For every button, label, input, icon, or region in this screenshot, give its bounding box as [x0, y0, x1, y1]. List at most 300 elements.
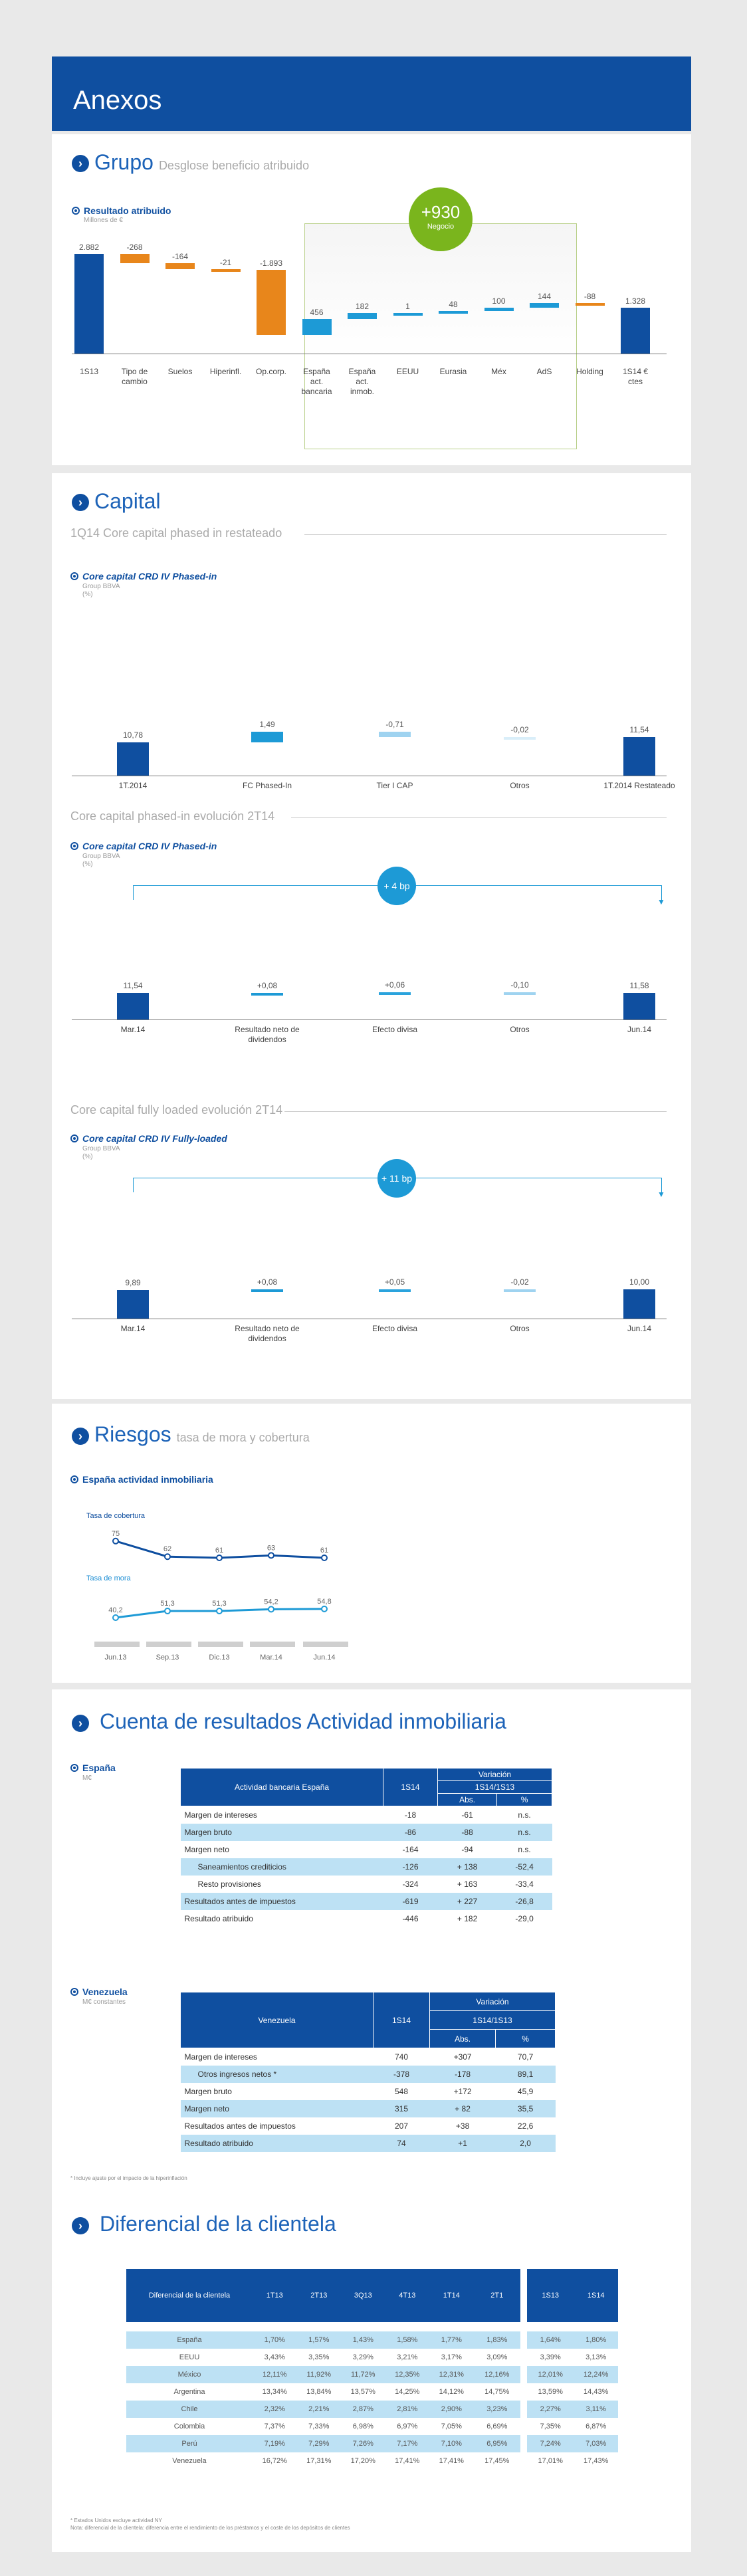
cell-value: 6,69% [474, 2418, 524, 2435]
chevron-right-icon: › [72, 1428, 89, 1445]
cell-value: 2,81% [385, 2401, 430, 2418]
table-header-period: 1T14 [429, 2269, 474, 2322]
row-label: Resultados antes de impuestos [181, 1893, 383, 1910]
cell-value: 1,83% [474, 2331, 524, 2349]
category-label-8: Eurasia [439, 367, 467, 376]
s2-value-2: +0,06 [384, 980, 405, 990]
cell-value: 12,35% [385, 2366, 430, 2383]
row-label: EEUU [179, 2353, 200, 2361]
capital-title: Capital [94, 489, 161, 513]
cell-value: -88 [438, 1824, 497, 1841]
header-banner [52, 56, 691, 131]
grupo-waterfall-chart [72, 234, 670, 447]
diferencial-title: Diferencial de la clientela [100, 2212, 336, 2236]
category-label-0: 1S13 [79, 367, 99, 376]
s1-bar-4 [623, 737, 655, 776]
page-title: Anexos [73, 86, 162, 115]
s2-bar-0 [117, 993, 149, 1020]
cell-value: 2,32% [253, 2401, 297, 2418]
cell-value: + 82 [430, 2100, 496, 2117]
bar-7 [393, 313, 423, 316]
espana-unit: M€ [82, 1774, 92, 1782]
bar-6 [348, 313, 377, 319]
cell-value: 2,87% [341, 2401, 385, 2418]
cell-value: 22,6 [517, 2121, 534, 2131]
series-0-point-4 [322, 1555, 327, 1560]
cell-value: 3,35% [308, 2353, 330, 2361]
category-label-12: 1S14 € ctes [622, 367, 649, 386]
category-label-1: Tipo de cambio [121, 367, 148, 386]
cell-value: 1,64% [524, 2331, 574, 2349]
cell-value: 740 [394, 2052, 409, 2062]
cell-value: 6,87% [586, 2422, 607, 2430]
capital-s3-unit: Group BBVA (%) [82, 1145, 120, 1160]
table-row [181, 1806, 552, 1824]
capital-s2-unit: Group BBVA (%) [82, 853, 120, 868]
value-label-0: 2.882 [78, 243, 100, 253]
row-label: Margen de intereses [184, 2052, 257, 2062]
series-1-value-2: 51,3 [212, 1600, 227, 1608]
s2-value-1: +0,08 [257, 980, 278, 990]
bar-2 [165, 263, 195, 269]
cuenta-card [52, 1689, 691, 2552]
cell-value: 12,01% [524, 2366, 574, 2383]
table-header-period: 1T13 [253, 2269, 297, 2322]
diferencial-table [126, 2269, 618, 2470]
value-label-8: 48 [449, 300, 458, 310]
cell-value: 74 [374, 2135, 430, 2152]
espana-label: España [70, 1763, 116, 1773]
value-label-7: 1 [405, 301, 410, 311]
table-header-period: 1S14 [574, 2269, 618, 2322]
s3-value-3: -0,02 [510, 1277, 529, 1287]
cell-value: -18 [404, 1810, 417, 1820]
s1-bar-2 [379, 732, 411, 736]
table-header-period: 2T1 [474, 2269, 524, 2322]
grupo-title: Grupo Desglose beneficio atribuido [94, 150, 310, 174]
cell-value: 3,13% [586, 2353, 607, 2361]
cell-value: -619 [383, 1893, 438, 1910]
capital-s1-chart [72, 626, 675, 790]
cell-value: 14,25% [395, 2388, 420, 2396]
cell-value: 17,41% [395, 2457, 420, 2465]
cell-value: 13,59% [538, 2388, 563, 2396]
bar-4 [257, 270, 286, 335]
value-label-5: 456 [310, 308, 324, 318]
row-label: Colombia [173, 2422, 205, 2430]
cell-value: -446 [402, 1913, 419, 1923]
s1-value-3: -0,02 [510, 724, 529, 734]
series-1-value-3: 54,2 [264, 1598, 278, 1606]
cell-value: 17,43% [584, 2457, 609, 2465]
row-label: España [126, 2331, 253, 2349]
cell-value: 7,05% [441, 2422, 462, 2430]
s1-value-1: 1,49 [259, 720, 275, 730]
bar-8 [439, 311, 468, 314]
series-0-point-2 [217, 1555, 222, 1560]
row-label: Resultados antes de impuestos [184, 2121, 296, 2131]
table-row [181, 1910, 552, 1927]
cell-value: 16,72% [262, 2457, 287, 2465]
cell-value: + 138 [438, 1858, 497, 1876]
s2-category-4: Jun.14 [627, 1025, 652, 1034]
cell-value: 6,97% [397, 2422, 418, 2430]
s3-category-4: Jun.14 [627, 1324, 652, 1333]
cell-value: 70,7 [517, 2052, 534, 2062]
category-band-1 [146, 1642, 191, 1647]
cell-value: -33,4 [515, 1879, 534, 1889]
cell-value: -52,4 [497, 1858, 552, 1876]
row-label: Margen bruto [184, 2086, 232, 2096]
cell-value: n.s. [518, 1844, 531, 1854]
cobertura-label: Tasa de cobertura [86, 1512, 146, 1520]
value-label-3: -21 [219, 257, 232, 267]
cell-value: -378 [374, 2066, 430, 2083]
s3-bar-3 [504, 1289, 536, 1292]
s1-bar-1 [251, 732, 283, 742]
cell-value: 14,75% [474, 2383, 524, 2401]
series-0-value-1: 62 [163, 1545, 172, 1554]
s3-category-1: Resultado neto de dividendos [235, 1324, 300, 1343]
cell-value: 1,58% [385, 2331, 430, 2349]
capital-s1-subtitle: 1Q14 Core capital phased in restateado [70, 526, 282, 540]
s1-category-4: 1T.2014 Restateado [603, 781, 675, 790]
s3-bracket-left [133, 1178, 134, 1192]
table-header-period: 1S13 [524, 2269, 574, 2322]
bar-5 [302, 319, 332, 335]
s3-bar-1 [251, 1289, 283, 1292]
cell-value: 17,20% [350, 2457, 375, 2465]
cell-value: 3,29% [352, 2353, 374, 2361]
s3-arrow-down-icon: ▼ [657, 1190, 665, 1199]
cell-value: 7,26% [341, 2435, 385, 2452]
row-label: Margen bruto [181, 1824, 383, 1841]
venezuela-unit: M€ constantes [82, 1998, 126, 2006]
cell-value: -61 [461, 1810, 473, 1820]
s2-value-0: 11,54 [123, 981, 143, 991]
category-band-0 [94, 1642, 140, 1647]
s3-value-1: +0,08 [257, 1277, 278, 1287]
cell-value: +38 [455, 2121, 470, 2131]
category-label-0: Jun.13 [104, 1654, 127, 1662]
cell-value: 17,41% [439, 2457, 464, 2465]
value-label-4: -1.893 [259, 258, 283, 268]
chevron-right-icon: › [72, 155, 89, 172]
mora-label: Tasa de mora [86, 1574, 131, 1582]
cell-value: 3,39% [540, 2353, 561, 2361]
series-1-value-1: 51,3 [160, 1600, 175, 1608]
series-0-value-0: 75 [111, 1529, 120, 1538]
category-label-11: Holding [576, 367, 603, 376]
table-header-period: 2T13 [297, 2269, 342, 2322]
series-1-point-2 [217, 1608, 222, 1614]
category-band-3 [250, 1642, 295, 1647]
grupo-chart-unit: Millones de € [84, 217, 123, 224]
capital-s2-chart-title: Core capital CRD IV Phased-in [70, 841, 217, 851]
cell-value: 7,33% [308, 2422, 330, 2430]
cell-value: 7,35% [540, 2422, 561, 2430]
series-0-value-2: 61 [215, 1547, 224, 1555]
cell-value: 2,21% [297, 2401, 342, 2418]
cell-value: + 227 [438, 1893, 497, 1910]
cell-value: 3,23% [474, 2401, 524, 2418]
table-row [181, 1824, 552, 1841]
s2-bracket-left [133, 885, 134, 900]
category-band-4 [303, 1642, 348, 1647]
series-1-point-1 [165, 1608, 170, 1614]
table-row [181, 1876, 552, 1893]
riesgos-card [52, 1404, 691, 1683]
table-row [126, 2452, 618, 2470]
cell-value: n.s. [497, 1824, 552, 1841]
bar-0 [74, 254, 104, 354]
cell-value: 14,43% [584, 2388, 609, 2396]
s1-value-4: 11,54 [629, 724, 649, 734]
cell-value: 17,31% [306, 2457, 332, 2465]
series-0-point-0 [113, 1539, 118, 1544]
s1-value-2: -0,71 [385, 720, 404, 730]
s2-value-4: 11,58 [629, 981, 649, 991]
cell-value: -164 [402, 1844, 419, 1854]
grupo-card [52, 134, 691, 465]
venezuela-label: Venezuela [70, 1986, 128, 1997]
row-label: Resultado atribuido [184, 1913, 253, 1923]
capital-s3-chart [72, 1158, 670, 1364]
s2-bar-3 [504, 992, 536, 995]
series-1-value-0: 40,2 [108, 1606, 123, 1614]
cell-value: 7,37% [264, 2422, 285, 2430]
cell-value: 11,72% [341, 2366, 385, 2383]
cell-value: 13,57% [350, 2388, 375, 2396]
cell-value: 12,16% [474, 2366, 524, 2383]
category-label-2: Suelos [167, 367, 193, 376]
table-row [181, 2048, 556, 2066]
row-label: Margen de intereses [184, 1810, 257, 1820]
espana-table: Actividad bancaria España 1S14 Variación 1S14/1S13 Abs. % Margen de intereses -18 -61 n.s. Margen bruto -86 -88 n.s. Margen neto -164 -94 n.s. Saneamientos crediticios -126 + 138 -52,4 Resto provisiones -324 + 163 -33,4 Resultados antes de impuestos -619 + 227 -26,8 Resultado atribuido -446 + 182 -29,0 [180, 1768, 552, 1927]
venezuela-footnote: * Incluye ajuste por el impacto de la hiperinflación [70, 2175, 187, 2181]
s3-bar-2 [379, 1289, 411, 1292]
cell-value: 7,03% [574, 2435, 618, 2452]
cell-value: 17,01% [538, 2457, 563, 2465]
cell-value: 12,31% [429, 2366, 474, 2383]
row-label: Resultado atribuido [181, 2135, 374, 2152]
cell-value: 12,11% [253, 2366, 297, 2383]
cell-value: 12,24% [574, 2366, 618, 2383]
cell-value: 1,43% [341, 2331, 385, 2349]
table-header-period: 4T13 [385, 2269, 430, 2322]
category-label-3: Hiperinfl. [209, 367, 242, 376]
cell-value: 315 [374, 2100, 430, 2117]
cell-value: n.s. [518, 1810, 531, 1820]
grupo-chart-title: Resultado atribuido [72, 205, 171, 216]
category-label-6: España act. inmob. [348, 367, 376, 396]
table-row [181, 1841, 552, 1858]
cell-value: 3,17% [441, 2353, 462, 2361]
cell-value: +307 [453, 2052, 472, 2062]
cell-value: -126 [383, 1858, 438, 1876]
table-row [181, 2117, 556, 2135]
cell-value: 7,10% [429, 2435, 474, 2452]
table-row [126, 2349, 618, 2366]
s1-value-0: 10,78 [122, 730, 144, 740]
value-label-9: 100 [492, 296, 506, 306]
s2-bubble: + 4 bp [377, 867, 416, 905]
cell-value: + 182 [457, 1913, 478, 1923]
s2-arrow-down-icon: ▼ [657, 897, 665, 907]
value-label-2: -164 [171, 252, 189, 262]
s1-bar-3 [504, 737, 536, 740]
table-row [126, 2435, 618, 2452]
s3-bar-4 [623, 1289, 655, 1319]
cell-value: 17,45% [474, 2452, 524, 2470]
cell-value: 548 [394, 2086, 409, 2096]
s3-value-0: 9,89 [125, 1277, 141, 1287]
table-row [181, 2083, 556, 2100]
series-0-value-3: 63 [267, 1544, 276, 1553]
cell-value: 89,1 [496, 2066, 556, 2083]
cell-value: 2,90% [429, 2401, 474, 2418]
cell-value: 1,57% [297, 2331, 342, 2349]
cell-value: 1,77% [429, 2331, 474, 2349]
cell-value: 11,92% [297, 2366, 342, 2383]
capital-s2-chart [72, 865, 670, 1065]
s1-category-1: FC Phased-In [242, 781, 292, 790]
category-label-9: Méx [491, 367, 506, 376]
capital-s2-subtitle: Core capital phased-in evolución 2T14 [70, 809, 275, 823]
s1-category-3: Otros [510, 781, 530, 790]
cell-value: 6,95% [474, 2435, 524, 2452]
s2-bar-1 [251, 993, 283, 996]
cell-value: 7,24% [524, 2435, 574, 2452]
cell-value: 13,84% [306, 2388, 332, 2396]
series-1-value-4: 54,8 [317, 1597, 332, 1606]
series-1-point-3 [268, 1606, 274, 1612]
riesgos-line-chart [52, 1404, 691, 1683]
row-label: México [126, 2366, 253, 2383]
s2-category-2: Efecto divisa [372, 1025, 418, 1034]
capital-s1-chart-title: Core capital CRD IV Phased-in [70, 571, 217, 582]
s2-bar-2 [379, 992, 411, 995]
cell-value: 7,19% [253, 2435, 297, 2452]
category-label-4: Op.corp. [255, 367, 287, 376]
row-label: Otros ingresos netos * [181, 2066, 374, 2083]
s3-category-3: Otros [510, 1324, 530, 1333]
cell-value: 3,09% [474, 2349, 524, 2366]
s2-category-0: Mar.14 [120, 1025, 146, 1034]
table-row [126, 2331, 618, 2349]
row-label: Resto provisiones [197, 1879, 261, 1889]
cell-value: +172 [453, 2086, 472, 2096]
diferencial-footnote-1: * Estados Unidos excluye actividad NY [70, 2518, 162, 2523]
table-row [181, 2066, 556, 2083]
cell-value: 1,70% [253, 2331, 297, 2349]
capital-s1-unit: Group BBVA (%) [82, 583, 120, 598]
table-row [126, 2401, 618, 2418]
riesgos-chart-title: España actividad inmobiliaria [70, 1474, 213, 1485]
negocio-badge: +930 Negocio [409, 187, 473, 251]
value-label-6: 182 [355, 301, 370, 311]
cell-value: 14,12% [439, 2388, 464, 2396]
cell-value: -26,8 [497, 1893, 552, 1910]
category-label-1: Sep.13 [156, 1654, 179, 1662]
s3-category-0: Mar.14 [120, 1324, 146, 1333]
chevron-right-icon: › [72, 494, 89, 511]
value-label-11: -88 [584, 291, 596, 301]
cell-value: 35,5 [496, 2100, 556, 2117]
category-label-3: Mar.14 [260, 1654, 282, 1662]
s1-bar-0 [117, 742, 149, 776]
s3-category-2: Efecto divisa [372, 1324, 418, 1333]
series-1-point-4 [322, 1606, 327, 1612]
bar-10 [530, 303, 559, 308]
cell-value: +1 [430, 2135, 496, 2152]
riesgos-title: Riesgos tasa de mora y cobertura [94, 1422, 310, 1446]
cell-value: 7,17% [385, 2435, 430, 2452]
row-label: Saneamientos crediticios [181, 1858, 383, 1876]
s1-category-2: Tier I CAP [376, 781, 413, 790]
series-1-point-0 [113, 1615, 118, 1620]
cell-value: + 163 [457, 1879, 478, 1889]
bar-9 [484, 308, 514, 311]
cell-value: 2,0 [496, 2135, 556, 2152]
s3-value-4: 10,00 [629, 1277, 650, 1287]
bar-3 [211, 269, 241, 272]
series-0-value-4: 61 [320, 1547, 329, 1555]
bar-12 [621, 308, 650, 354]
category-label-10: AdS [536, 367, 552, 376]
value-label-1: -268 [126, 243, 143, 253]
table-row [181, 2135, 556, 2152]
category-label-2: Dic.13 [209, 1654, 230, 1662]
row-label: Argentina [173, 2388, 205, 2396]
capital-s3-chart-title: Core capital CRD IV Fully-loaded [70, 1133, 227, 1144]
value-label-10: 144 [537, 291, 552, 301]
cell-value: 2,27% [524, 2401, 574, 2418]
table-header-label: Diferencial de la clientela [126, 2269, 253, 2322]
s3-bar-0 [117, 1290, 149, 1319]
venezuela-table: Venezuela 1S14 Variación 1S14/1S13 Abs. % Margen de intereses 740 +307 70,7 Otros ingresos netos * -378 -178 89,1 Margen bruto 548 +172 45,9 Margen neto 315 + 82 35,5 Resultados antes de impuestos 207 +38 22,6 Resultado atribuido 74 +1 2,0 [180, 1992, 556, 2152]
cell-value: -29,0 [515, 1913, 534, 1923]
category-label-4: Jun.14 [313, 1654, 336, 1662]
capital-card [52, 473, 691, 1399]
table-row [181, 2100, 556, 2117]
row-label: Perú [126, 2435, 253, 2452]
table-row [126, 2366, 618, 2383]
s2-category-3: Otros [510, 1025, 530, 1034]
table-row [181, 1858, 552, 1876]
category-label-5: España act. bancaria [301, 367, 332, 396]
cell-value: 207 [394, 2121, 409, 2131]
s1-category-0: 1T.2014 [118, 781, 148, 790]
cell-value: 3,11% [574, 2401, 618, 2418]
series-0-point-1 [165, 1554, 170, 1559]
table-row [126, 2383, 618, 2401]
value-label-12: 1.328 [625, 296, 646, 306]
cell-value: -324 [402, 1879, 419, 1889]
s2-bar-4 [623, 993, 655, 1020]
table-header-period: 3Q13 [341, 2269, 385, 2322]
s2-value-3: -0,10 [510, 980, 529, 990]
s3-bubble: + 11 bp [377, 1159, 416, 1198]
chevron-right-icon: › [72, 1715, 89, 1732]
row-label: Margen neto [181, 2100, 374, 2117]
cell-value: 13,34% [262, 2388, 287, 2396]
row-label: Margen neto [184, 1844, 229, 1854]
cell-value: -86 [383, 1824, 438, 1841]
cell-value: 3,21% [397, 2353, 418, 2361]
series-0-point-3 [268, 1553, 274, 1558]
capital-s3-subtitle: Core capital fully loaded evolución 2T14 [70, 1103, 283, 1117]
